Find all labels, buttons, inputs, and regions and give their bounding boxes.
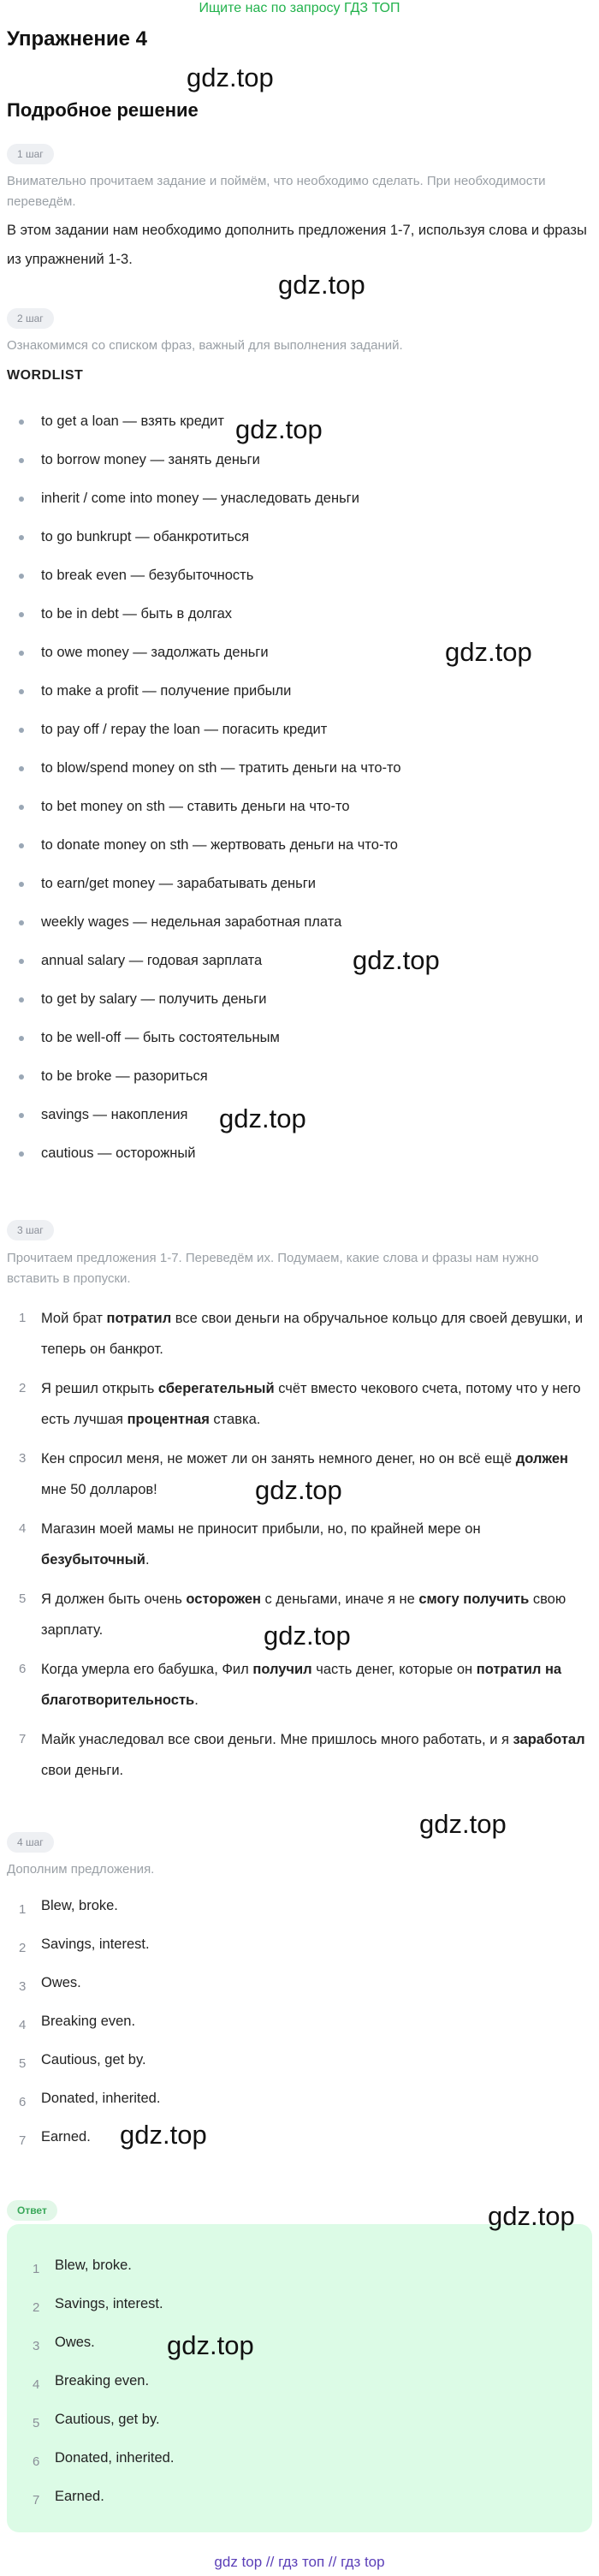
watermark: gdz.top xyxy=(353,945,440,975)
wordlist-item: to go bunkrupt — обанкротиться xyxy=(7,518,589,556)
list-item: 7 Майк унаследовал все свои деньги. Мне пришлось много работать, и я заработал свои деньги. xyxy=(19,1732,585,1778)
step-3-badge: 3 шаг xyxy=(7,1220,54,1240)
list-item: 7 Earned. xyxy=(33,2489,104,2508)
list-item: 1 Blew, broke. xyxy=(33,2258,132,2276)
bullet-icon xyxy=(19,419,24,425)
list-item: 6 Donated, inherited. xyxy=(19,2091,161,2109)
list-item: 3 Owes. xyxy=(19,1975,81,1994)
watermark: gdz.top xyxy=(488,2201,575,2231)
wordlist-item: to blow/spend money on sth — тратить деньги на что-то xyxy=(7,749,589,788)
wordlist-item: to make a profit — получение прибыли xyxy=(7,672,589,711)
step-4-intro: Дополним предложения. xyxy=(7,1862,155,1877)
answer-list xyxy=(21,2250,599,2519)
step-2-intro: Ознакомимся со списком фраз, важный для выполнения заданий. xyxy=(7,338,403,353)
watermark: gdz.top xyxy=(167,2330,254,2360)
wordlist-item: to earn/get money — зарабатывать деньги xyxy=(7,865,589,903)
list-item: 5 Я должен быть очень осторожен с деньгами, иначе я не смогу получить свою зарплату. xyxy=(19,1591,566,1638)
list-item: 2 Savings, interest. xyxy=(33,2296,163,2315)
bullet-icon xyxy=(19,959,24,964)
list-item: 5 Cautious, get by. xyxy=(19,2052,146,2071)
wordlist-item: weekly wages — недельная заработная плата xyxy=(7,903,589,942)
bullet-icon xyxy=(19,574,24,579)
list-item: 3 Кен спросил меня, не может ли он занять немного денег, но он всё ещё должен мне 50 долларов! xyxy=(19,1451,568,1497)
bullet-icon xyxy=(19,997,24,1002)
wordlist-item: to borrow money — занять деньги xyxy=(7,441,589,479)
list-item: 1 Мой брат потратил все свои деньги на обручальное кольцо для своей девушки, и теперь он банкрот. xyxy=(19,1311,584,1357)
bottom-banner[interactable]: gdz top // гдз топ // гдз top xyxy=(214,2554,385,2570)
watermark: gdz.top xyxy=(278,270,365,300)
exercise-title: Упражнение 4 xyxy=(7,27,147,51)
wordlist-item: to break even — безубыточность xyxy=(7,556,589,595)
list-item: 4 Breaking even. xyxy=(33,2373,150,2392)
sentences-list xyxy=(7,1303,589,1794)
list-item: 4 Магазин моей мамы не приносит прибыли, но, по крайней мере он безубыточный. xyxy=(19,1521,481,1568)
list-item: 7 Earned. xyxy=(19,2129,91,2148)
wordlist-item: annual salary — годовая зарплата xyxy=(7,942,589,980)
bullet-icon xyxy=(19,1036,24,1041)
bullet-icon xyxy=(19,766,24,771)
wordlist-item: to get by salary — получить деньги xyxy=(7,980,589,1019)
watermark: gdz.top xyxy=(255,1475,342,1505)
list-item: 1 Blew, broke. xyxy=(19,1898,118,1917)
watermark: gdz.top xyxy=(219,1104,306,1133)
bullet-icon xyxy=(19,882,24,887)
wordlist-title: WORDLIST xyxy=(7,368,84,383)
bullet-icon xyxy=(19,920,24,925)
wordlist-item: to be in debt — быть в долгах xyxy=(7,595,589,634)
bullet-icon xyxy=(19,651,24,656)
wordlist-item: cautious — осторожный xyxy=(7,1134,589,1173)
wordlist-item: to donate money on sth — жертвовать деньги на что-то xyxy=(7,826,589,865)
step-4-answers xyxy=(7,1890,589,2160)
wordlist-item: to pay off / repay the loan — погасить кредит xyxy=(7,711,589,749)
wordlist-item: to get a loan — взять кредит xyxy=(7,402,589,441)
step-4-badge: 4 шаг xyxy=(7,1832,54,1853)
list-item: 2 Я решил открыть сберегательный счёт вместо чекового счета, потому что у него есть лучшая процентная ставка. xyxy=(19,1381,581,1427)
step-3-intro: Прочитаем предложения 1-7. Переведём их. Подумаем, какие слова и фразы нам нужно вставить в пропуски. xyxy=(7,1251,539,1286)
answer-badge: Ответ xyxy=(7,2200,57,2221)
bullet-icon xyxy=(19,1113,24,1118)
step-2-badge: 2 шаг xyxy=(7,308,54,329)
watermark: gdz.top xyxy=(187,62,274,92)
watermark: gdz.top xyxy=(120,2120,207,2150)
step-1-badge: 1 шаг xyxy=(7,144,54,164)
list-item: 2 Savings, interest. xyxy=(19,1936,150,1955)
bullet-icon xyxy=(19,805,24,810)
wordlist-item: to owe money — задолжать деньги xyxy=(7,634,589,672)
list-item: 6 Когда умерла его бабушка, Фил получил часть денег, которые он потратил на благотворительность. xyxy=(19,1662,562,1708)
watermark: gdz.top xyxy=(235,414,323,444)
solution-title: Подробное решение xyxy=(7,99,199,121)
list-item: 3 Owes. xyxy=(33,2335,95,2353)
answer-box xyxy=(7,2224,592,2532)
bullet-icon xyxy=(19,728,24,733)
wordlist xyxy=(7,402,589,1173)
bullet-icon xyxy=(19,843,24,848)
step-1-text: В этом задании нам необходимо дополнить предложения 1-7, используя слова и фразы из упражнений 1-3. xyxy=(7,223,587,267)
bullet-icon xyxy=(19,689,24,694)
wordlist-item: to bet money on sth — ставить деньги на что-то xyxy=(7,788,589,826)
top-banner[interactable]: Ищите нас по запросу ГДЗ ТОП xyxy=(199,1,400,15)
list-item: 4 Breaking even. xyxy=(19,2014,136,2032)
bullet-icon xyxy=(19,497,24,502)
step-1-intro: Внимательно прочитаем задание и поймём, что необходимо сделать. При необходимости переведём. xyxy=(7,174,546,209)
bullet-icon xyxy=(19,612,24,617)
wordlist-item: to be well-off — быть состоятельным xyxy=(7,1019,589,1057)
list-item: 5 Cautious, get by. xyxy=(33,2412,160,2430)
wordlist-item: savings — накопления xyxy=(7,1096,589,1134)
bullet-icon xyxy=(19,458,24,463)
bullet-icon xyxy=(19,535,24,540)
bullet-icon xyxy=(19,1151,24,1157)
list-item: 6 Donated, inherited. xyxy=(33,2450,175,2469)
wordlist-item: to be broke — разориться xyxy=(7,1057,589,1096)
bullet-icon xyxy=(19,1074,24,1080)
watermark: gdz.top xyxy=(419,1809,507,1839)
watermark: gdz.top xyxy=(445,637,532,667)
wordlist-item: inherit / come into money — унаследовать деньги xyxy=(7,479,589,518)
watermark: gdz.top xyxy=(264,1621,351,1651)
